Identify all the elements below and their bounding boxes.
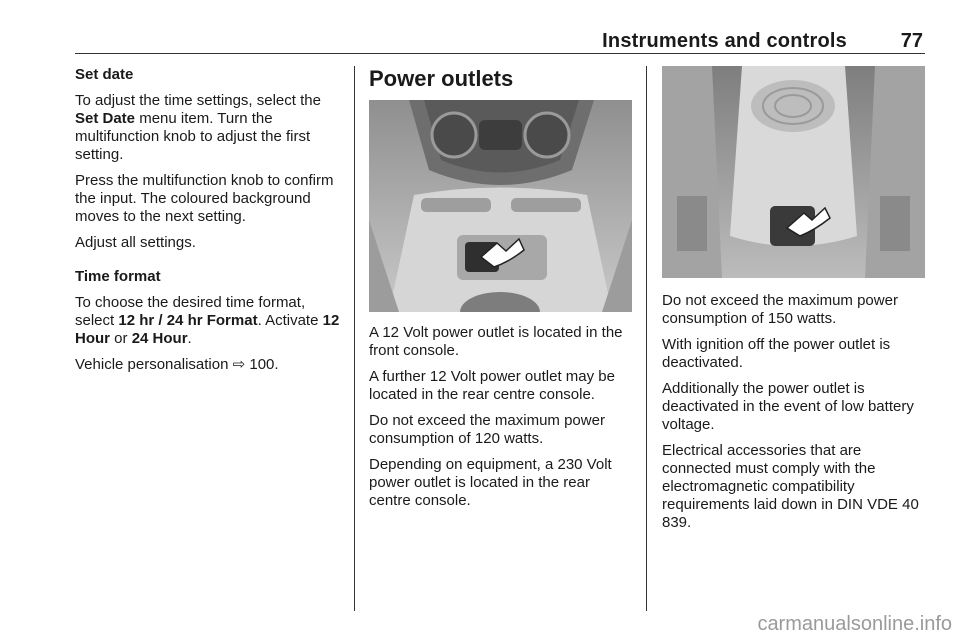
set-date-paragraph-2: Press the multifunction knob to confirm the input. The coloured background moves to the next setting. bbox=[75, 172, 334, 225]
column-divider-right bbox=[646, 66, 647, 611]
set-date-menu-item: Set Date bbox=[75, 110, 136, 127]
vehicle-personalisation-ref bbox=[75, 356, 347, 374]
max-power-150-paragraph: Do not exceed the maximum power consumption of 150 watts. bbox=[662, 292, 898, 327]
text: menu item. Turn the multifunction knob to adjust the first setting. bbox=[75, 110, 311, 163]
text: . Activate bbox=[257, 312, 323, 329]
page-header bbox=[75, 30, 925, 50]
accessories-compliance-paragraph: Electrical accessories that are connected must comply with the electromagnetic compatibility requirements laid down in DIN VDE 40 839. bbox=[662, 442, 919, 531]
set-date-heading: Set date bbox=[75, 66, 134, 83]
page-number: 77 bbox=[900, 30, 923, 52]
time-format-heading: Time format bbox=[75, 268, 161, 285]
text: To choose the desired time format, select bbox=[75, 294, 306, 329]
section-title: Instruments and controls bbox=[602, 30, 847, 52]
max-power-120-paragraph: Do not exceed the maximum power consumption of 120 watts. bbox=[369, 412, 605, 447]
header-divider bbox=[75, 53, 925, 54]
low-battery-paragraph: Additionally the power outlet is deactivated in the event of low battery voltage. bbox=[662, 380, 914, 433]
right-column-text bbox=[662, 292, 927, 540]
rear-console-photo bbox=[662, 66, 925, 278]
rear-outlet-paragraph: A further 12 Volt power outlet may be located in the rear centre console. bbox=[369, 368, 615, 403]
front-console-photo bbox=[369, 100, 632, 312]
set-date-paragraph-1 bbox=[75, 92, 347, 164]
time-format-paragraph bbox=[75, 294, 347, 348]
watermark: carmanualsonline.info bbox=[757, 613, 952, 635]
set-date-paragraph-3: Adjust all settings. bbox=[75, 234, 196, 251]
power-outlets-heading: Power outlets bbox=[369, 66, 514, 91]
ignition-off-paragraph: With ignition off the power outlet is deactivated. bbox=[662, 336, 891, 371]
front-outlet-paragraph: A 12 Volt power outlet is located in the front console. bbox=[369, 324, 623, 359]
text: Vehicle personalisation bbox=[75, 356, 233, 373]
230-volt-paragraph: Depending on equipment, a 230 Volt power outlet is located in the rear centre console. bbox=[369, 456, 612, 509]
12-hour-option: 12 Hour bbox=[75, 312, 340, 347]
format-menu-item: 12 hr / 24 hr Format bbox=[118, 312, 258, 329]
page-ref-number: 100. bbox=[245, 356, 279, 373]
page-ref-arrow-icon: ⇨ bbox=[232, 356, 246, 373]
text: To adjust the time settings, select the bbox=[75, 92, 321, 109]
text: or bbox=[110, 330, 132, 347]
middle-column bbox=[369, 66, 634, 100]
left-column bbox=[75, 66, 347, 382]
24-hour-option: 24 Hour bbox=[131, 330, 188, 347]
column-divider-left bbox=[354, 66, 355, 611]
middle-column-text bbox=[369, 324, 634, 518]
text: . bbox=[187, 330, 192, 347]
